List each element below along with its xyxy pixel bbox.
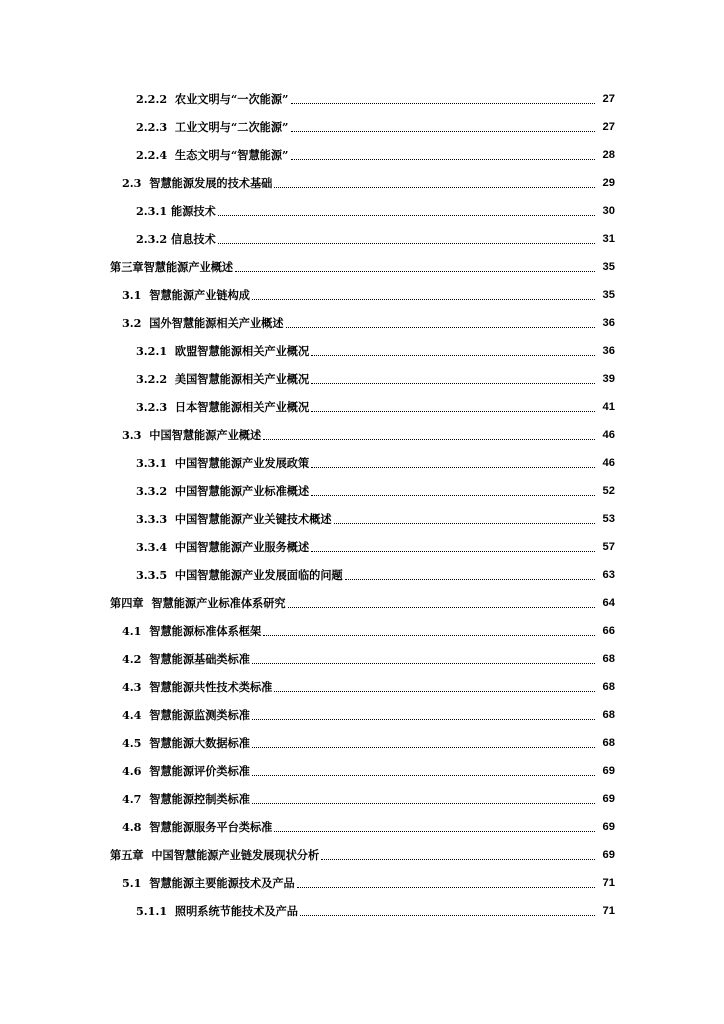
toc-entry[interactable] [0,532,724,560]
toc-page-number: 39 [602,373,615,385]
toc-entry-title: 第三章智慧能源产业概述 [110,260,234,274]
toc-entry[interactable] [0,336,724,364]
toc-page-number: 66 [602,625,615,637]
toc-page-number: 69 [602,793,615,805]
toc-dot-leader [252,662,595,664]
toc-page-number: 68 [602,737,615,749]
toc-entry[interactable] [0,868,724,896]
toc-entry-title: 3.2.2 美国智慧能源相关产业概况 [136,372,310,386]
toc-entry[interactable] [0,616,724,644]
toc-entry-title: 4.5 智慧能源大数据标准 [122,736,250,750]
toc-dot-leader [291,102,596,104]
toc-dot-leader [252,298,595,300]
toc-dot-leader [311,354,595,356]
toc-entry-title: 3.3.3 中国智慧能源产业关键技术概述 [136,512,332,526]
toc-entry-title: 5.1 智慧能源主要能源技术及产品 [122,876,295,890]
toc-page-number: 35 [602,289,615,301]
toc-entry-title: 3.3 中国智慧能源产业概述 [122,428,262,442]
toc-dot-leader [235,270,595,272]
toc-dot-leader [274,830,595,832]
toc-entry-title: 3.2.3 日本智慧能源相关产业概况 [136,400,310,414]
toc-dot-leader [252,718,595,720]
toc-page-number: 57 [602,541,615,553]
toc-entry-title: 3.3.2 中国智慧能源产业标准概述 [136,484,310,498]
toc-entry[interactable] [0,476,724,504]
toc-page-number: 68 [602,681,615,693]
toc-dot-leader [311,410,595,412]
toc-entry[interactable] [0,112,724,140]
toc-entry-title: 2.3.1 能源技术 [136,204,216,218]
toc-entry[interactable] [0,280,724,308]
toc-dot-leader [300,914,595,916]
toc-entry-title: 3.2 国外智慧能源相关产业概述 [122,316,284,330]
toc-entry[interactable] [0,420,724,448]
toc-dot-leader [345,578,595,580]
toc-entry-title: 4.7 智慧能源控制类标准 [122,792,250,806]
toc-entry[interactable] [0,364,724,392]
toc-page-number: 28 [602,149,615,161]
toc-entry-title: 4.1 智慧能源标准体系框架 [122,624,262,638]
toc-page-number: 68 [602,653,615,665]
toc-page-number: 31 [602,233,615,245]
toc-entry[interactable] [0,560,724,588]
toc-page-number: 68 [602,709,615,721]
toc-page-number: 41 [602,401,615,413]
toc-entry[interactable] [0,728,724,756]
toc-dot-leader [274,690,595,692]
toc-page-number: 46 [602,429,615,441]
toc-entry-title: 3.1 智慧能源产业链构成 [122,288,250,302]
toc-entry-title: 3.3.4 中国智慧能源产业服务概述 [136,540,310,554]
toc-entry[interactable] [0,504,724,532]
toc-entry[interactable] [0,252,724,280]
toc-entry[interactable] [0,812,724,840]
toc-entry-title: 第四章 智慧能源产业标准体系研究 [110,596,286,610]
toc-page-number: 53 [602,513,615,525]
toc-entry-title: 4.3 智慧能源共性技术类标准 [122,680,273,694]
toc-entry-title: 2.3 智慧能源发展的技术基础 [122,176,273,190]
toc-entry-title: 3.2.1 欧盟智慧能源相关产业概况 [136,344,310,358]
toc-page-number: 36 [602,345,615,357]
toc-entry-title: 3.3.1 中国智慧能源产业发展政策 [136,456,310,470]
toc-entry[interactable] [0,700,724,728]
toc-page-number: 63 [602,569,615,581]
toc-page-number: 69 [602,849,615,861]
toc-entry-title: 2.2.3 工业文明与“二次能源” [136,120,289,134]
toc-page-number: 71 [602,905,615,917]
toc-dot-leader [291,130,596,132]
toc-entry[interactable] [0,168,724,196]
toc-entry-title: 2.2.2 农业文明与“一次能源” [136,92,289,106]
toc-dot-leader [286,326,595,328]
toc-entry[interactable] [0,896,724,924]
toc-entry-title: 第五章 中国智慧能源产业链发展现状分析 [110,848,320,862]
toc-entry-title: 4.4 智慧能源监测类标准 [122,708,250,722]
toc-entry-title: 3.3.5 中国智慧能源产业发展面临的问题 [136,568,343,582]
toc-page-number: 36 [602,317,615,329]
toc-page-number: 69 [602,765,615,777]
toc-page-number: 29 [602,177,615,189]
toc-entry-title: 4.6 智慧能源评价类标准 [122,764,250,778]
toc-entry[interactable] [0,84,724,112]
toc-entry[interactable] [0,756,724,784]
toc-entry[interactable] [0,196,724,224]
toc-entry[interactable] [0,840,724,868]
toc-entry-title: 2.3.2 信息技术 [136,232,216,246]
toc-entry[interactable] [0,672,724,700]
toc-dot-leader [218,214,595,216]
toc-dot-leader [263,634,595,636]
toc-entry[interactable] [0,784,724,812]
toc-dot-leader [252,802,595,804]
table-of-contents [0,84,724,924]
toc-entry[interactable] [0,448,724,476]
toc-dot-leader [288,606,595,608]
toc-entry-title: 5.1.1 照明系统节能技术及产品 [136,904,298,918]
toc-page-number: 35 [602,261,615,273]
toc-page-number: 52 [602,485,615,497]
toc-dot-leader [311,382,595,384]
toc-entry[interactable] [0,588,724,616]
toc-entry-title: 4.8 智慧能源服务平台类标准 [122,820,273,834]
toc-dot-leader [274,186,595,188]
toc-dot-leader [291,158,596,160]
toc-dot-leader [252,746,595,748]
toc-dot-leader [311,494,595,496]
toc-entry[interactable] [0,140,724,168]
toc-dot-leader [297,886,595,888]
toc-entry[interactable] [0,308,724,336]
toc-entry[interactable] [0,644,724,672]
toc-dot-leader [311,466,595,468]
toc-page-number: 27 [602,121,615,133]
toc-page-number: 30 [602,205,615,217]
toc-page-number: 64 [602,597,615,609]
toc-dot-leader [311,550,595,552]
toc-page-number: 71 [602,877,615,889]
toc-entry[interactable] [0,392,724,420]
toc-page-number: 27 [602,93,615,105]
toc-dot-leader [263,438,595,440]
toc-dot-leader [321,858,595,860]
toc-entry-title: 2.2.4 生态文明与“智慧能源” [136,148,289,162]
toc-entry[interactable] [0,224,724,252]
toc-dot-leader [218,242,595,244]
toc-page-number: 69 [602,821,615,833]
toc-dot-leader [334,522,595,524]
toc-dot-leader [252,774,595,776]
toc-page-number: 46 [602,457,615,469]
toc-entry-title: 4.2 智慧能源基础类标准 [122,652,250,666]
